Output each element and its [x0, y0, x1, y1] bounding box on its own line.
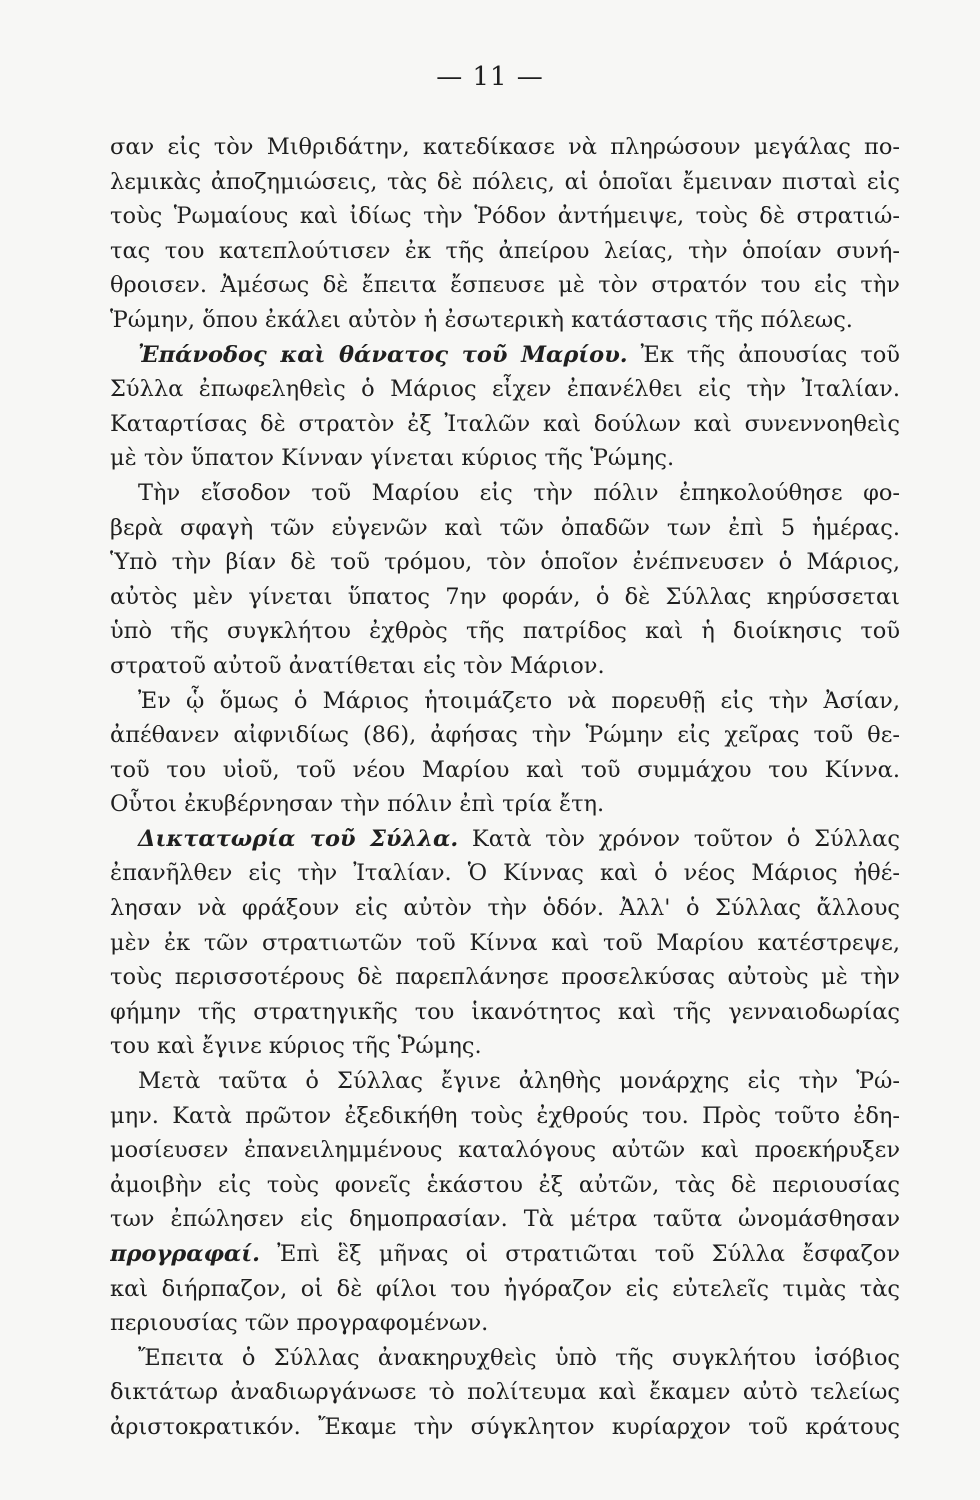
- line-text: Ῥώμην, ὅπου ἐκάλει αὐτὸν ἡ ἐσωτερικὴ κατάστασις τῆς πόλεως.: [110, 306, 853, 333]
- text-line: [110, 338, 900, 373]
- line-text: σαν εἰς τὸν Μιθριδάτην, κατεδίκασε νὰ πληρώσουν μεγάλας πο-: [110, 134, 900, 160]
- text-line: [110, 1272, 900, 1307]
- text-line: [110, 268, 900, 303]
- line-text: θροισεν. Ἀμέσως δὲ ἔπειτα ἔσπευσε μὲ τὸν στρατόν του εἰς τὴν: [110, 272, 900, 299]
- line-text: ἀριστοκρατικόν. Ἔκαμε τὴν σύγκλητον κυρίαρχον τοῦ κράτους: [110, 1413, 900, 1440]
- text-line: [110, 1029, 900, 1064]
- line-text: μην. Κατὰ πρῶτον ἐξεδικήθη τοὺς ἐχθρούς του. Πρὸς τοῦτο ἐδη-: [110, 1102, 900, 1129]
- text-line: [110, 684, 900, 719]
- line-text: στρατοῦ αὐτοῦ ἀνατίθεται εἰς τὸν Μάριον.: [110, 652, 605, 679]
- text-line: [110, 1375, 900, 1410]
- text-line: [110, 787, 900, 822]
- text-line: [110, 1341, 900, 1376]
- line-text: λεμικὰς ἀποζημιώσεις, τὰς δὲ πόλεις, αἱ ὁποῖαι ἔμειναν πισταὶ εἰς: [110, 168, 900, 195]
- line-text: ἀπέθανεν αἰφνιδίως (86), ἀφήσας τὴν Ῥώμην εἰς χεῖρας τοῦ θε-: [110, 722, 900, 749]
- line-text: ἀμοιβὴν εἰς τοὺς φονεῖς ἑκάστου ἐξ αὐτῶν, τὰς δὲ περιουσίας: [110, 1171, 900, 1198]
- text-line: [110, 1133, 900, 1168]
- line-text: τοὺς Ῥωμαίους καὶ ἰδίως τὴν Ῥόδον ἀντήμειψε, τοὺς δὲ στρατιώ-: [110, 203, 900, 230]
- line-text: αὐτὸς μὲν γίνεται ὕπατος 7ην φοράν, ὁ δὲ Σύλλας κηρύσσεται: [110, 583, 900, 610]
- text-line: [110, 891, 900, 926]
- line-text: τας του κατεπλούτισεν ἐκ τῆς ἀπείρου λείας, τὴν ὁποίαν συνή-: [110, 237, 900, 264]
- text-line: [110, 1237, 900, 1272]
- line-text: Ἐπὶ ἓξ μῆνας οἱ στρατιῶται τοῦ Σύλλα ἔσφαζον: [259, 1241, 900, 1267]
- section-heading: Δικτατωρία τοῦ Σύλλα.: [138, 825, 459, 852]
- line-text: Κατὰ τὸν χρόνον τοῦτον ὁ Σύλλας: [458, 825, 900, 852]
- line-text: τοὺς περισσοτέρους δὲ παρεπλάνησε προσελκύσας αὐτοὺς μὲ τὴν: [110, 964, 900, 991]
- line-text: δικτάτωρ ἀναδιωργάνωσε τὸ πολίτευμα καὶ ἔκαμεν αὐτὸ τελείως: [110, 1379, 900, 1406]
- text-line: [110, 1099, 900, 1134]
- line-text: καὶ διήρπαζον, οἱ δὲ φίλοι του ἠγόραζον εἰς εὐτελεῖς τιμὰς τὰς: [110, 1275, 900, 1302]
- text-line: [110, 960, 900, 995]
- text-line: [110, 649, 900, 684]
- text-line: [110, 1410, 900, 1445]
- section-heading: Ἐπάνοδος καὶ θάνατος τοῦ Μαρίου.: [138, 341, 628, 368]
- text-line: [110, 1168, 900, 1203]
- text-line: [110, 234, 900, 269]
- line-text: Ἐν ᾧ ὅμως ὁ Μάριος ἡτοιμάζετο νὰ πορευθῇ εἰς τὴν Ἀσίαν,: [138, 687, 900, 714]
- text-line: [110, 856, 900, 891]
- text-line: [110, 753, 900, 788]
- text-line: [110, 441, 900, 476]
- text-line: [110, 1064, 900, 1099]
- text-line: [110, 614, 900, 649]
- text-line: [110, 1202, 900, 1237]
- line-text: Ἐκ τῆς ἀπουσίας τοῦ: [627, 341, 900, 368]
- line-text: Καταρτίσας δὲ στρατὸν ἐξ Ἰταλῶν καὶ δούλων καὶ συνεννοηθεὶς: [110, 410, 900, 437]
- body-text: [110, 130, 900, 1445]
- text-line: [110, 1306, 900, 1341]
- text-line: [110, 995, 900, 1030]
- text-line: [110, 199, 900, 234]
- text-line: [110, 476, 900, 511]
- line-text: λησαν νὰ φράξουν εἰς αὐτὸν τὴν ὁδόν. Ἀλλ' ὁ Σύλλας ἄλλους: [110, 895, 900, 922]
- line-text: Ἔπειτα ὁ Σύλλας ἀνακηρυχθεὶς ὑπὸ τῆς συγκλήτου ἰσόβιος: [138, 1344, 900, 1371]
- line-text: Ὑπὸ τὴν βίαν δὲ τοῦ τρόμου, τὸν ὁποῖον ἐνέπνευσεν ὁ Μάριος,: [110, 549, 900, 576]
- line-text: ἐπανῆλθεν εἰς τὴν Ἰταλίαν. Ὁ Κίννας καὶ ὁ νέος Μάριος ἠθέ-: [110, 860, 900, 887]
- line-text: ὑπὸ τῆς συγκλήτου ἐχθρὸς τῆς πατρίδος καὶ ἡ διοίκησις τοῦ: [110, 618, 900, 645]
- line-text: του καὶ ἔγινε κύριος τῆς Ῥώμης.: [110, 1033, 482, 1060]
- text-line: [110, 511, 900, 546]
- text-line: [110, 718, 900, 753]
- text-line: [110, 407, 900, 442]
- line-text: τοῦ του υἱοῦ, τοῦ νέου Μαρίου καὶ τοῦ συμμάχου του Κίννα.: [110, 756, 900, 783]
- line-text: των ἐπώλησεν εἰς δημοπρασίαν. Τὰ μέτρα ταῦτα ὠνομάσθησαν: [110, 1206, 900, 1233]
- text-line: [110, 372, 900, 407]
- line-text: βερὰ σφαγὴ τῶν εὐγενῶν καὶ τῶν ὀπαδῶν των ἐπὶ 5 ἡμέρας.: [110, 514, 900, 541]
- section-heading: προγραφαί.: [110, 1241, 260, 1267]
- line-text: Μετὰ ταῦτα ὁ Σύλλας ἔγινε ἀληθὴς μονάρχης εἰς τὴν Ῥώ-: [138, 1068, 900, 1095]
- text-line: [110, 303, 900, 338]
- line-text: μοσίευσεν ἐπανειλημμένους καταλόγους αὐτῶν καὶ προεκήρυξεν: [110, 1137, 900, 1164]
- text-line: [110, 545, 900, 580]
- line-text: φήμην τῆς στρατηγικῆς του ἱκανότητος καὶ τῆς γενναιοδωρίας: [110, 998, 900, 1025]
- line-text: Οὗτοι ἐκυβέρνησαν τὴν πόλιν ἐπὶ τρία ἔτη.: [110, 791, 605, 818]
- text-line: [110, 926, 900, 961]
- text-line: [110, 165, 900, 200]
- page-number: — 11 —: [436, 62, 544, 92]
- line-text: μὲ τὸν ὕπατον Κίνναν γίνεται κύριος τῆς Ῥώμης.: [110, 445, 675, 472]
- line-text: μὲν ἐκ τῶν στρατιωτῶν τοῦ Κίννα καὶ τοῦ Μαρίου κατέστρεψε,: [110, 929, 900, 956]
- text-line: [110, 130, 900, 165]
- text-line: [110, 822, 900, 857]
- line-text: Σύλλα ἐπωφεληθεὶς ὁ Μάριος εἶχεν ἐπανέλθει εἰς τὴν Ἰταλίαν.: [110, 376, 900, 403]
- line-text: Τὴν εἴσοδον τοῦ Μαρίου εἰς τὴν πόλιν ἐπηκολούθησε φο-: [138, 479, 900, 506]
- text-line: [110, 580, 900, 615]
- line-text: περιουσίας τῶν προγραφομένων.: [110, 1310, 489, 1337]
